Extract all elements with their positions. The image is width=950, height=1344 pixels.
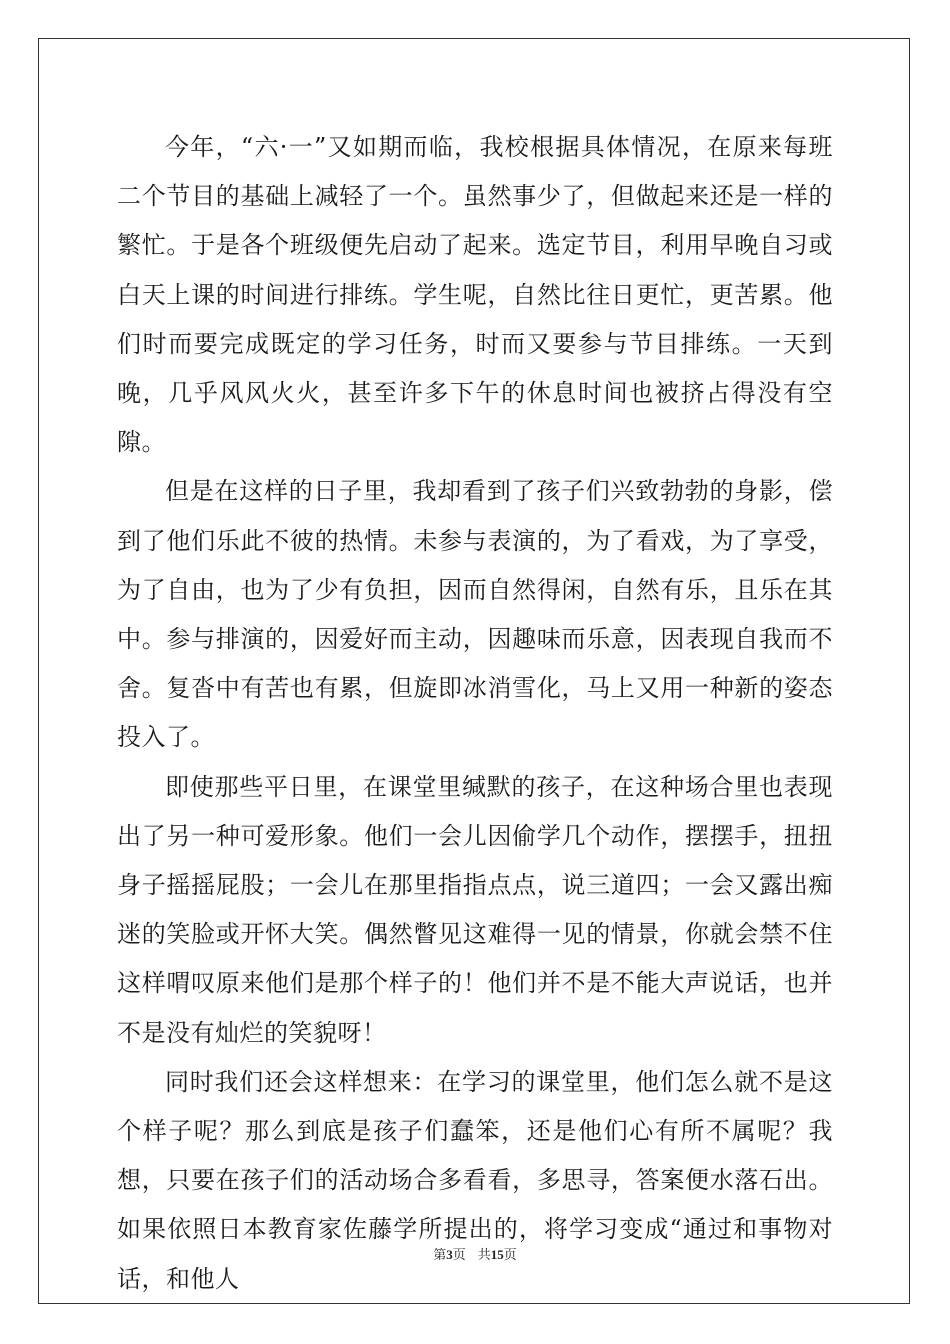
paragraph-1: 今年，“六·一”又如期而临，我校根据具体情况，在原来每班二个节目的基础上减轻了一个。虽然事少了，但做起来还是一样的繁忙。于是各个班级便先启动了起来。选定节目，利用早晚自习或白天上课的时间进行排练。学生呢，自然比往日更忙，更苦累。他们时而要完成既定的学习任务，时而又要参与节目排练。一天到晚，几乎风风火火，甚至许多下午的休息时间也被挤占得没有空隙。 bbox=[117, 133, 833, 457]
page-prefix: 第 bbox=[433, 1247, 447, 1262]
paragraph-3: 即使那些平日里，在课堂里缄默的孩子，在这种场合里也表现出了另一种可爱形象。他们一会儿因偷学几个动作，摆摆手，扭扭身子摇摇屁股；一会儿在那里指指点点，说三道四；一会又露出痴迷的笑脸或开怀大笑。偶然瞥见这难得一见的情景，你就会禁不住这样喟叹原来他们是那个样子的！他们并不是不能大声说话，也并不是没有灿烂的笑貌呀！ bbox=[117, 772, 833, 1047]
total-prefix: 共 bbox=[477, 1247, 491, 1262]
page-footer bbox=[0, 1244, 950, 1263]
paragraph-4: 同时我们还会这样想来：在学习的课堂里，他们怎么就不是这个样子呢？那么到底是孩子们蠢笨，还是他们心有所不属呢？我想，只要在孩子们的活动场合多看看，多思寻，答案便水落石出。如果依照日本教育家佐藤学所提出的，将学习变成“通过和事物对话，和他人 bbox=[117, 1067, 833, 1293]
page-suffix: 页 bbox=[452, 1247, 466, 1262]
paragraph-2: 但是在这样的日子里，我却看到了孩子们兴致勃勃的身影，偿到了他们乐此不彼的热情。未参与表演的，为了看戏，为了享受，为了自由，也为了少有负担，因而自然得闲，自然有乐，且乐在其中。参与排演的，因爱好而主动，因趣味而乐意，因表现自我而不舍。复沓中有苦也有累，但旋即冰消雪化，马上又用一种新的姿态投入了。 bbox=[117, 477, 833, 752]
current-page-number: 3 bbox=[446, 1247, 453, 1262]
document-body bbox=[117, 123, 833, 1304]
total-page-count: 15 bbox=[490, 1247, 504, 1262]
total-suffix: 页 bbox=[503, 1247, 517, 1262]
